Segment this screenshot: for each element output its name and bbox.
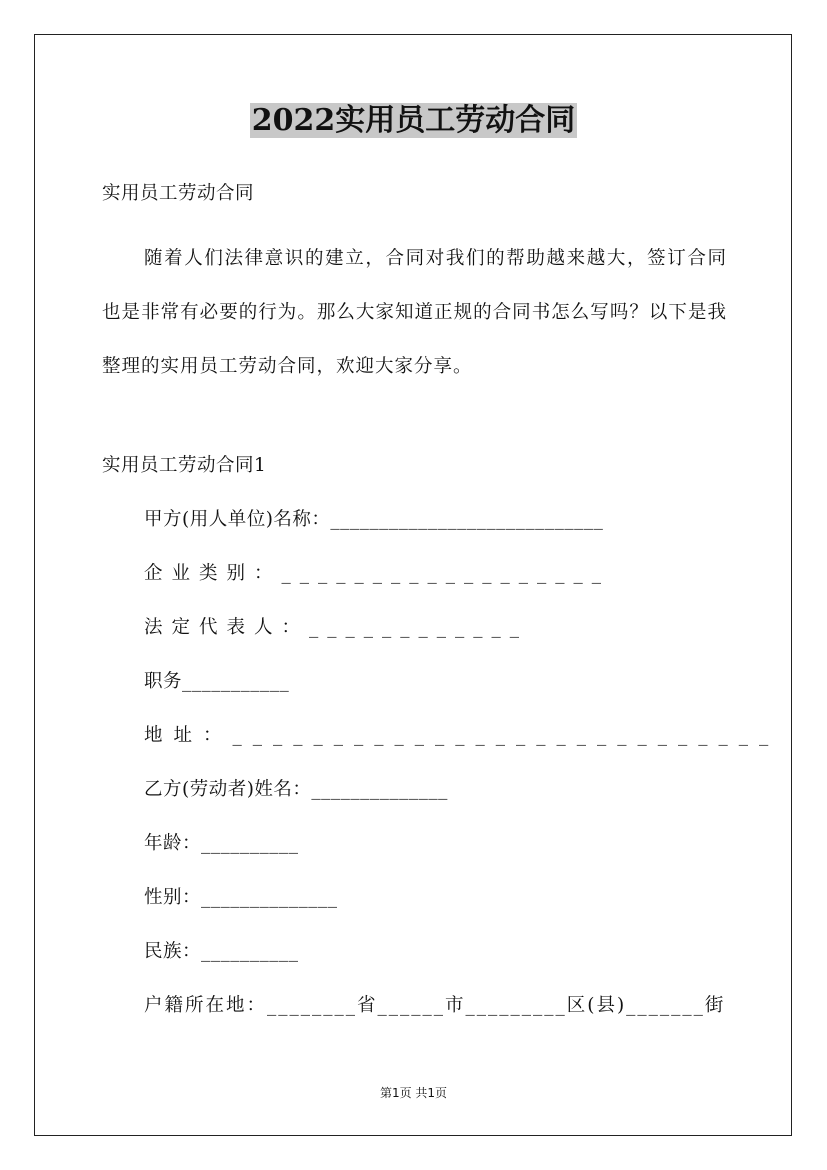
field-enterprise-type: 企业类别：__________________ — [144, 563, 611, 584]
field-ethnicity: 民族：__________ — [144, 941, 299, 962]
field-party-b-name: 乙方(劳动者)姓名：______________ — [144, 779, 448, 800]
field-household-registration: 户籍所在地：________省______市_________区(县)_______街 — [144, 995, 726, 1016]
page-footer: 第1页 共1页 — [379, 1086, 448, 1100]
field-age: 年龄：__________ — [144, 833, 299, 854]
document-subtitle: 实用员工劳动合同 — [102, 183, 255, 204]
field-legal-representative: 法定代表人：____________ — [144, 617, 529, 638]
intro-paragraph: 随着人们法律意识的建立，合同对我们的帮助越来越大，签订合同也是非常有必要的行为。那么大家知道正规的合同书怎么写吗？以下是我整理的实用员工劳动合同，欢迎大家分享。 — [102, 248, 727, 377]
field-gender: 性别：______________ — [144, 887, 338, 908]
field-address: 地址：___________________________ — [144, 725, 780, 746]
field-party-a-name: 甲方(用人单位)名称：____________________________ — [144, 509, 604, 530]
document-title-text: 2022实用员工劳动合同 — [251, 103, 576, 138]
section-heading: 实用员工劳动合同1 — [102, 455, 267, 476]
document-title — [0, 101, 827, 141]
field-position: 职务___________ — [144, 671, 290, 692]
